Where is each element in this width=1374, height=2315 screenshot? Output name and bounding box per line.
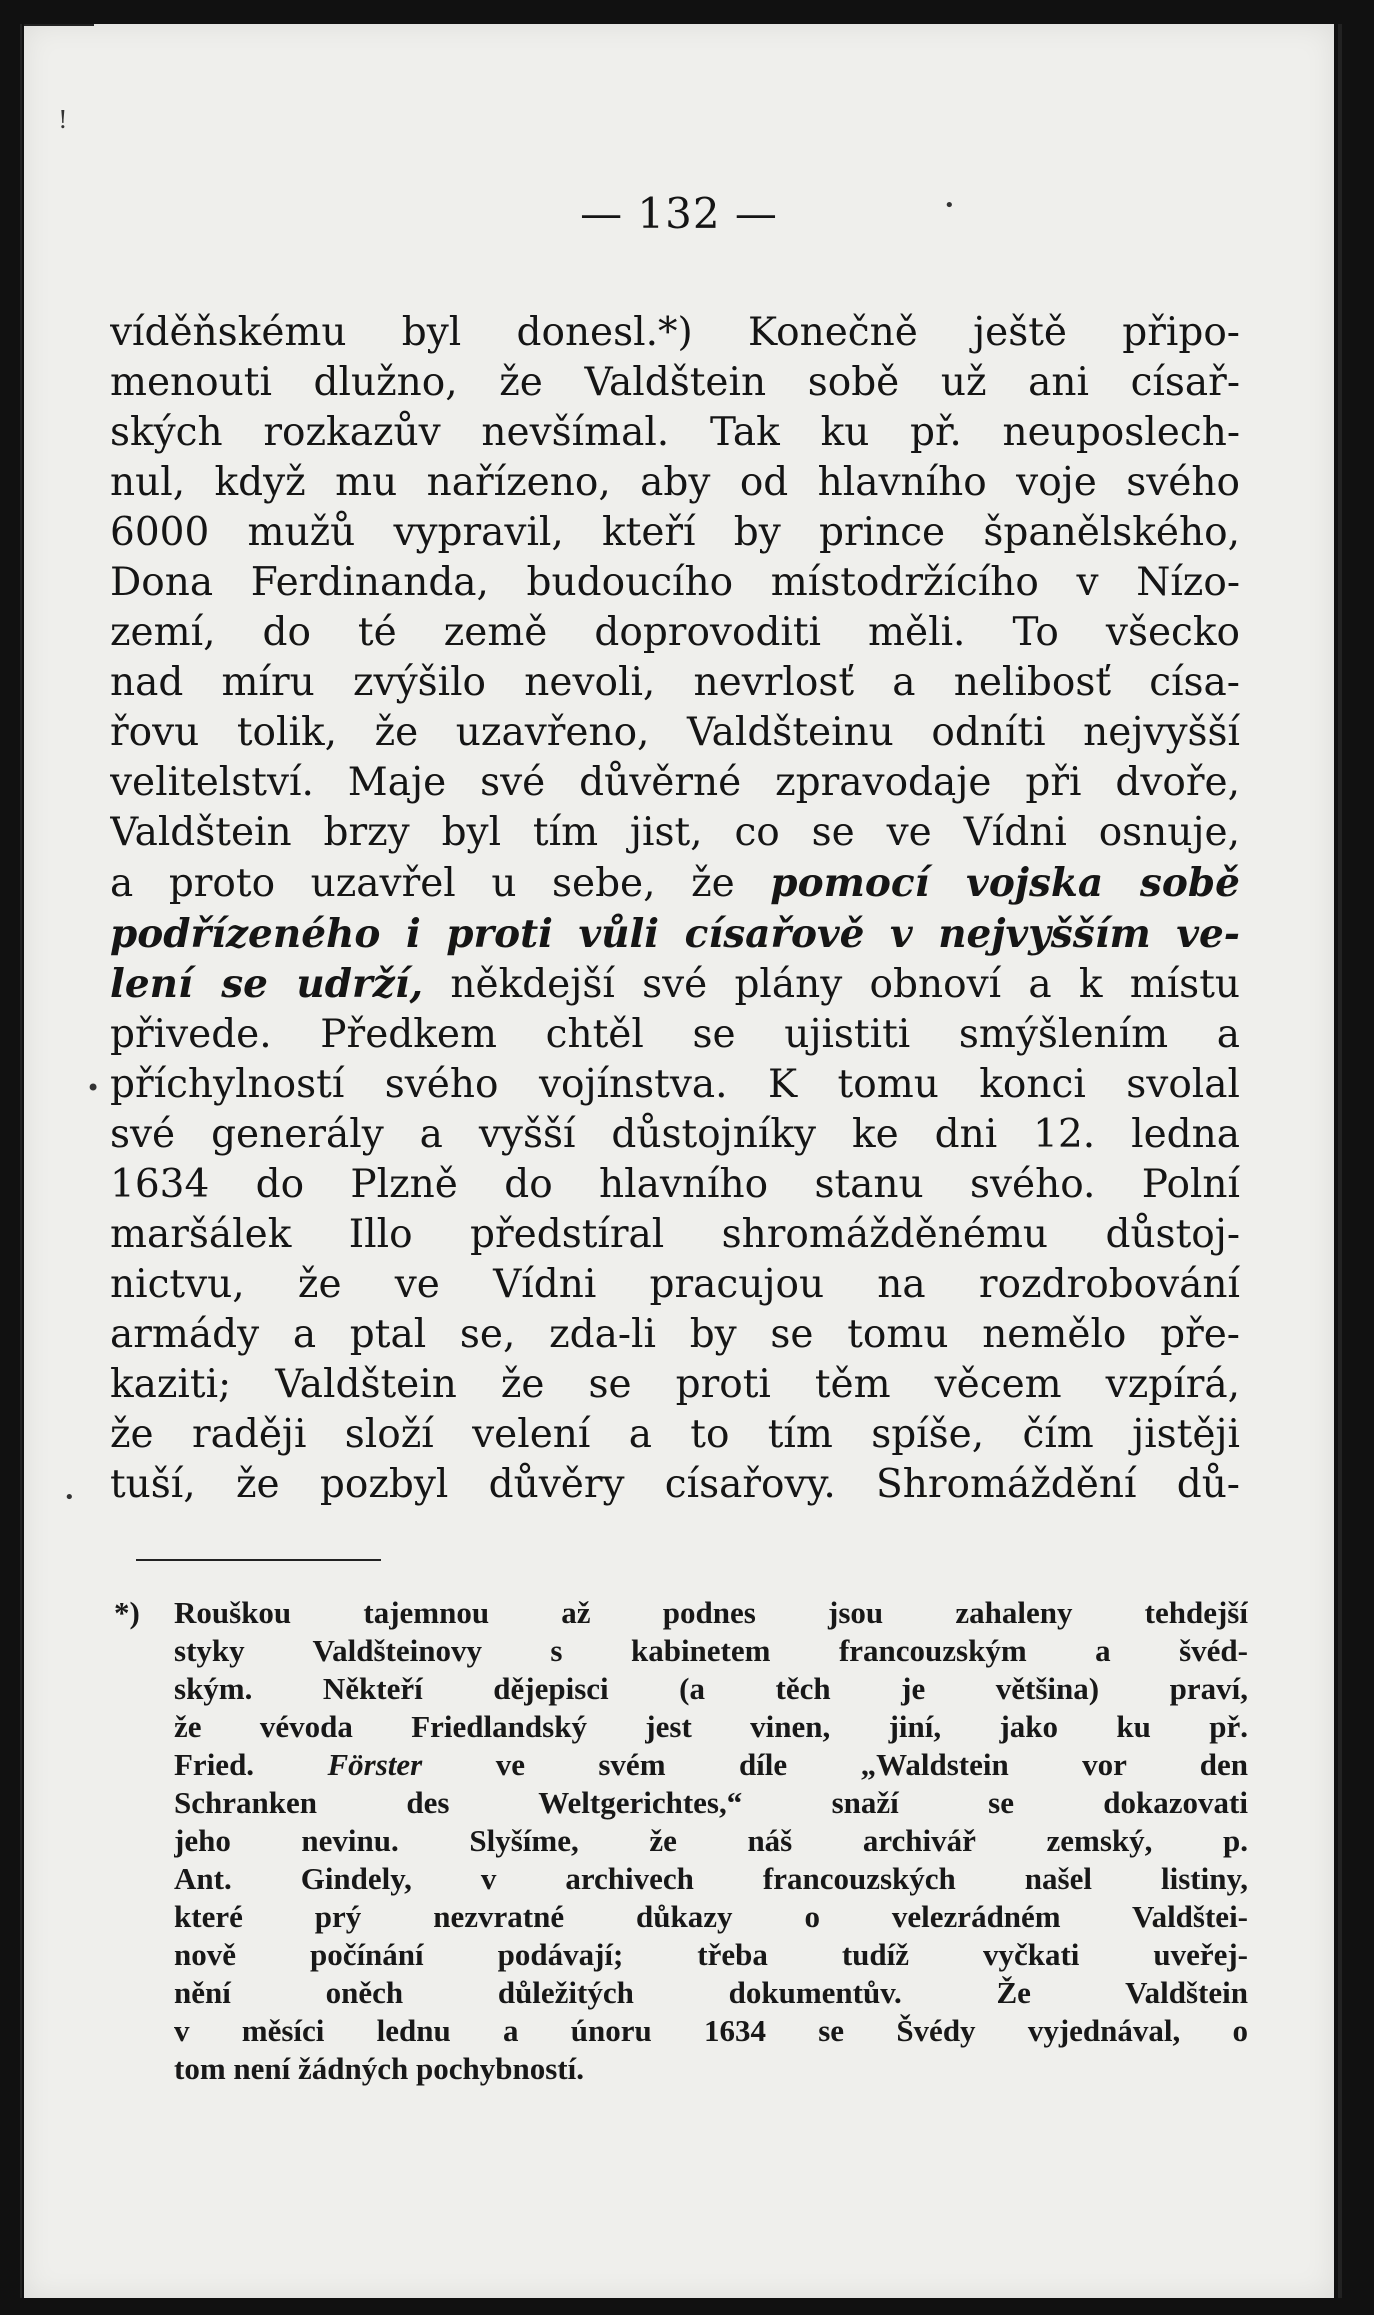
footnote-line: ským. Někteří dějepisci (a těch je většina) praví, — [174, 1671, 1248, 1706]
body-line: armády a ptal se, zda-li by se tomu nemělo pře- — [110, 1312, 1240, 1357]
footnote-line: tom není žádných pochybností. — [174, 2051, 584, 2086]
left-edge-line — [20, 24, 22, 2298]
body-line: Valdštein brzy byl tím jist, co se ve Vídni osnuje, — [110, 810, 1240, 855]
body-line: velitelství. Maje své důvěrné zpravodaje při dvoře, — [110, 760, 1240, 805]
body-line: příchylností svého vojínstva. K tomu konci svolal — [110, 1062, 1240, 1107]
footnote-text: Fried. — [174, 1747, 255, 1782]
footnote-line-with-name — [174, 1746, 1248, 1784]
right-edge-line — [1338, 24, 1342, 2298]
body-line: kaziti; Valdštein že se proti těm věcem vzpírá, — [110, 1362, 1240, 1407]
footnote-marker: *) — [114, 1595, 140, 1630]
body-line: maršálek Illo předstíral shromážděnému důstoj- — [110, 1212, 1240, 1257]
footnote-line: Ant. Gindely, v archivech francouzských našel listiny, — [174, 1861, 1248, 1896]
body-line: své generály a vyšší důstojníky ke dni 12. ledna — [110, 1112, 1240, 1157]
footnote-line: které prý nezvratné důkazy o velezrádném Valdštei- — [174, 1899, 1248, 1934]
footnote-line: styky Valdšteinovy s kabinetem francouzským a švéd- — [174, 1633, 1248, 1668]
footnote-line: Rouškou tajemnou až podnes jsou zahaleny tehdejší — [174, 1595, 1248, 1630]
body-line: nul, když mu nařízeno, aby od hlavního voje svého — [110, 460, 1240, 505]
top-mark: • — [944, 195, 955, 216]
margin-dot-small: • — [64, 1487, 75, 1508]
author-name: Förster — [327, 1747, 423, 1782]
body-line-prefix: a proto uzavřel u sebe, že — [110, 861, 735, 906]
scanned-page — [24, 24, 1334, 2298]
body-line: přivede. Předkem chtěl se ujistiti smýšlením a — [110, 1012, 1240, 1057]
footnote-text: ve svém díle „Waldstein vor den — [495, 1747, 1248, 1782]
body-line: nictvu, že ve Vídni pracujou na rozdrobování — [110, 1262, 1240, 1307]
body-line-suffix: někdejší své plány obnoví a k místu — [450, 962, 1240, 1007]
body-line-with-emphasis — [110, 959, 1240, 1010]
body-line: nad míru zvýšilo nevoli, nevrlosť a nelibosť císa- — [110, 660, 1240, 705]
body-line: tuší, že pozbyl důvěry císařovy. Shromáždění dů- — [110, 1462, 1240, 1507]
body-line-with-emphasis — [110, 858, 1240, 909]
footnote-line: jeho nevinu. Slyšíme, že náš archivář zemský, p. — [174, 1823, 1248, 1858]
body-line: ských rozkazův nevšímal. Tak ku př. neuposlech- — [110, 410, 1240, 455]
emphasized-phrase: lení se udrží, — [110, 961, 424, 1007]
margin-dot: • — [86, 1074, 101, 1102]
body-line: že raději složí velení a to tím spíše, čím jistěji — [110, 1412, 1240, 1457]
emphasized-phrase: pomocí vojska sobě — [770, 860, 1240, 906]
footnote-line: nění oněch důležitých dokumentův. Že Valdštein — [174, 1975, 1248, 2010]
footnote-line: Schranken des Weltgerichtes,“ snaží se dokazovati — [174, 1785, 1248, 1820]
body-line: 6000 mužů vypravil, kteří by prince španělského, — [110, 510, 1240, 555]
scan-artifact: ! — [58, 106, 68, 134]
body-line: 1634 do Plzně do hlavního stanu svého. Polní — [110, 1162, 1240, 1207]
footnote-separator — [136, 1559, 381, 1561]
footnote — [114, 1594, 1248, 2088]
footnote-line: nově počínání podávají; třeba tudíž vyčkati uveřej- — [174, 1937, 1248, 1972]
main-text — [110, 308, 1240, 1510]
footnote-line: že vévoda Friedlandský jest vinen, jiní, jako ku př. — [174, 1709, 1248, 1744]
page-number: — 132 — — [580, 189, 778, 238]
body-line: Dona Ferdinanda, budoucího místodržícího v Nízo- — [110, 560, 1240, 605]
top-left-scan-line — [24, 24, 94, 26]
emphasized-line: podřízeného i proti vůli císařově v nejvyšším ve- — [110, 911, 1240, 957]
body-line: zemí, do té země doprovoditi měli. To všecko — [110, 610, 1240, 655]
body-line: víděňskému byl donesl.*) Konečně ještě připo- — [110, 310, 1240, 355]
body-line: řovu tolik, že uzavřeno, Valdšteinu odníti nejvyšší — [110, 710, 1240, 755]
footnote-line: v měsíci lednu a únoru 1634 se Švédy vyjednával, o — [174, 2013, 1248, 2048]
body-line: menouti dlužno, že Valdštein sobě už ani císař- — [110, 360, 1240, 405]
